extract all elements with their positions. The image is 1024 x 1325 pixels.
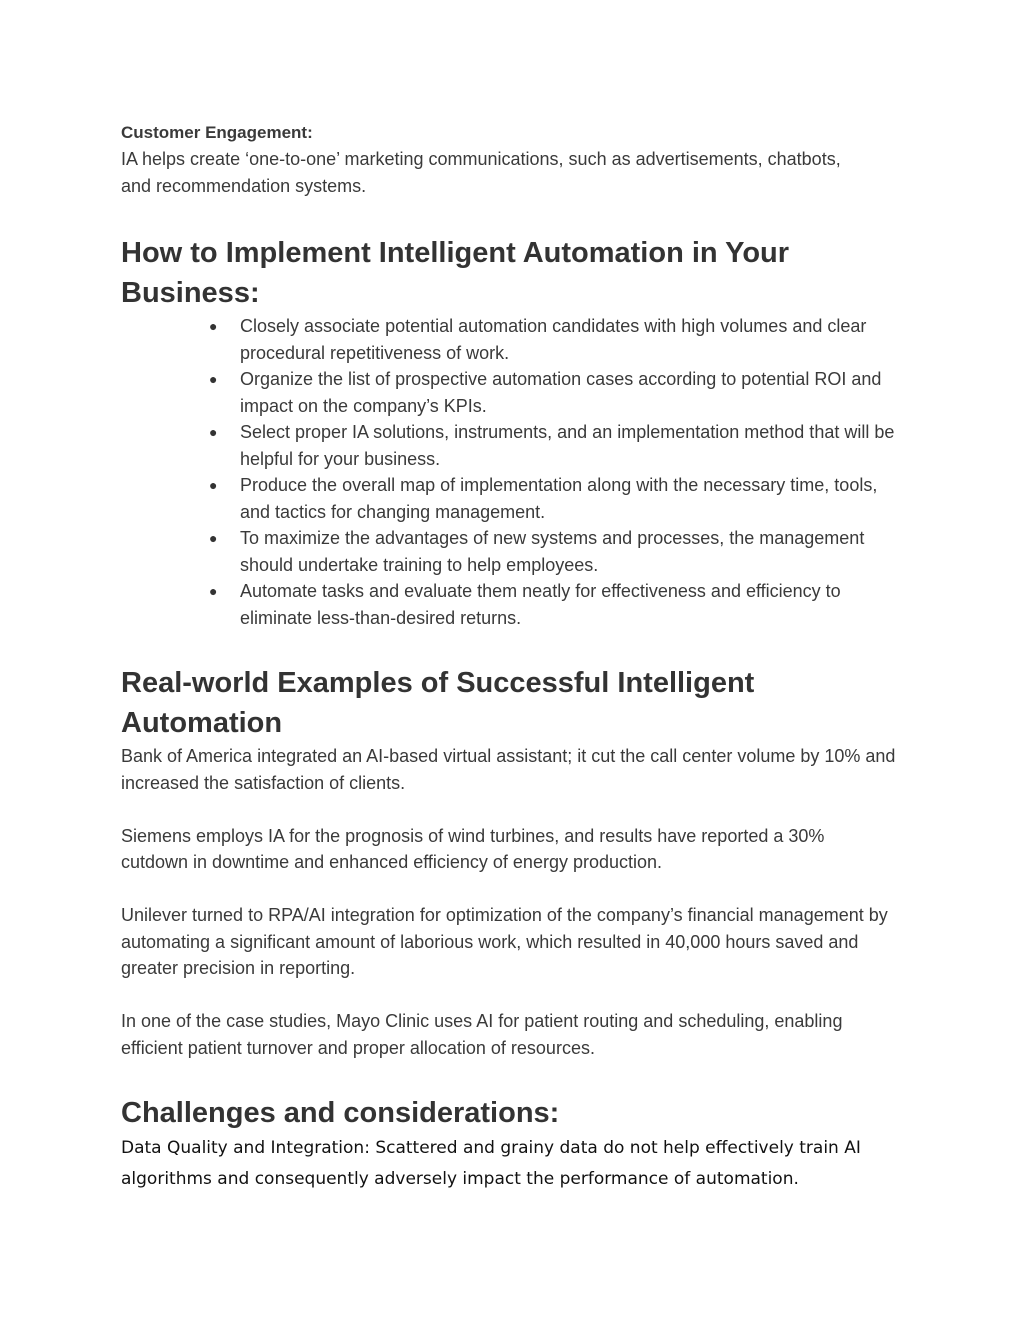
examples-body xyxy=(121,743,911,1061)
list-item xyxy=(209,578,911,631)
bullet-icon: ● xyxy=(209,318,218,334)
challenges-text: Data Quality and Integration: Scattered and grainy data do not help effectively train AI algorithms and consequently adversely impact the performance of automation. xyxy=(121,1138,861,1189)
customer-engagement-text: IA helps create ‘one-to-one’ marketing communications, such as advertisements, chatbots, and recommendation systems. xyxy=(121,149,841,196)
list-item-text: Automate tasks and evaluate them neatly for effectiveness and efficiency to eliminate less-than-desired returns. xyxy=(240,581,841,628)
list-item-text: Select proper IA solutions, instruments, and an implementation method that will be helpful for your business. xyxy=(240,422,895,469)
implement-heading: How to Implement Intelligent Automation in Your Business: xyxy=(121,237,790,309)
list-item xyxy=(209,313,911,366)
bullet-icon: ● xyxy=(209,530,218,546)
implement-bullet-list xyxy=(121,313,911,631)
list-item xyxy=(209,472,911,525)
example-paragraph: Siemens employs IA for the prognosis of wind turbines, and results have reported a 30% cutdown in downtime and enhanced efficiency of energy production. xyxy=(121,825,825,872)
bullet-icon: ● xyxy=(209,477,218,493)
bullet-icon: ● xyxy=(209,583,218,599)
document-page xyxy=(121,120,911,1195)
list-item-text: Organize the list of prospective automation cases according to potential ROI and impact on the company’s KPIs. xyxy=(240,369,882,416)
example-paragraph: Unilever turned to RPA/AI integration for optimization of the company’s financial management by automating a significant amount of laborious work, which resulted in 40,000 hours saved and greater precision in reporting. xyxy=(121,905,888,978)
list-item-text: Produce the overall map of implementation along with the necessary time, tools, and tactics for changing management. xyxy=(240,475,878,522)
bullet-icon: ● xyxy=(209,371,218,387)
challenges-heading: Challenges and considerations: xyxy=(121,1097,560,1129)
examples-heading: Real-world Examples of Successful Intelligent Automation xyxy=(121,667,755,739)
list-item xyxy=(209,525,911,578)
customer-engagement-label: Customer Engagement: xyxy=(121,123,313,142)
list-item xyxy=(209,419,911,472)
list-item-text: To maximize the advantages of new systems and processes, the management should undertake training to help employees. xyxy=(240,528,865,575)
example-paragraph: Bank of America integrated an AI-based virtual assistant; it cut the call center volume by 10% and increased the satisfaction of clients. xyxy=(121,746,896,793)
list-item xyxy=(209,366,911,419)
example-paragraph: In one of the case studies, Mayo Clinic uses AI for patient routing and scheduling, enabling efficient patient turnover and proper allocation of resources. xyxy=(121,1011,843,1058)
list-item-text: Closely associate potential automation candidates with high volumes and clear procedural repetitiveness of work. xyxy=(240,316,867,363)
bullet-icon: ● xyxy=(209,424,218,440)
